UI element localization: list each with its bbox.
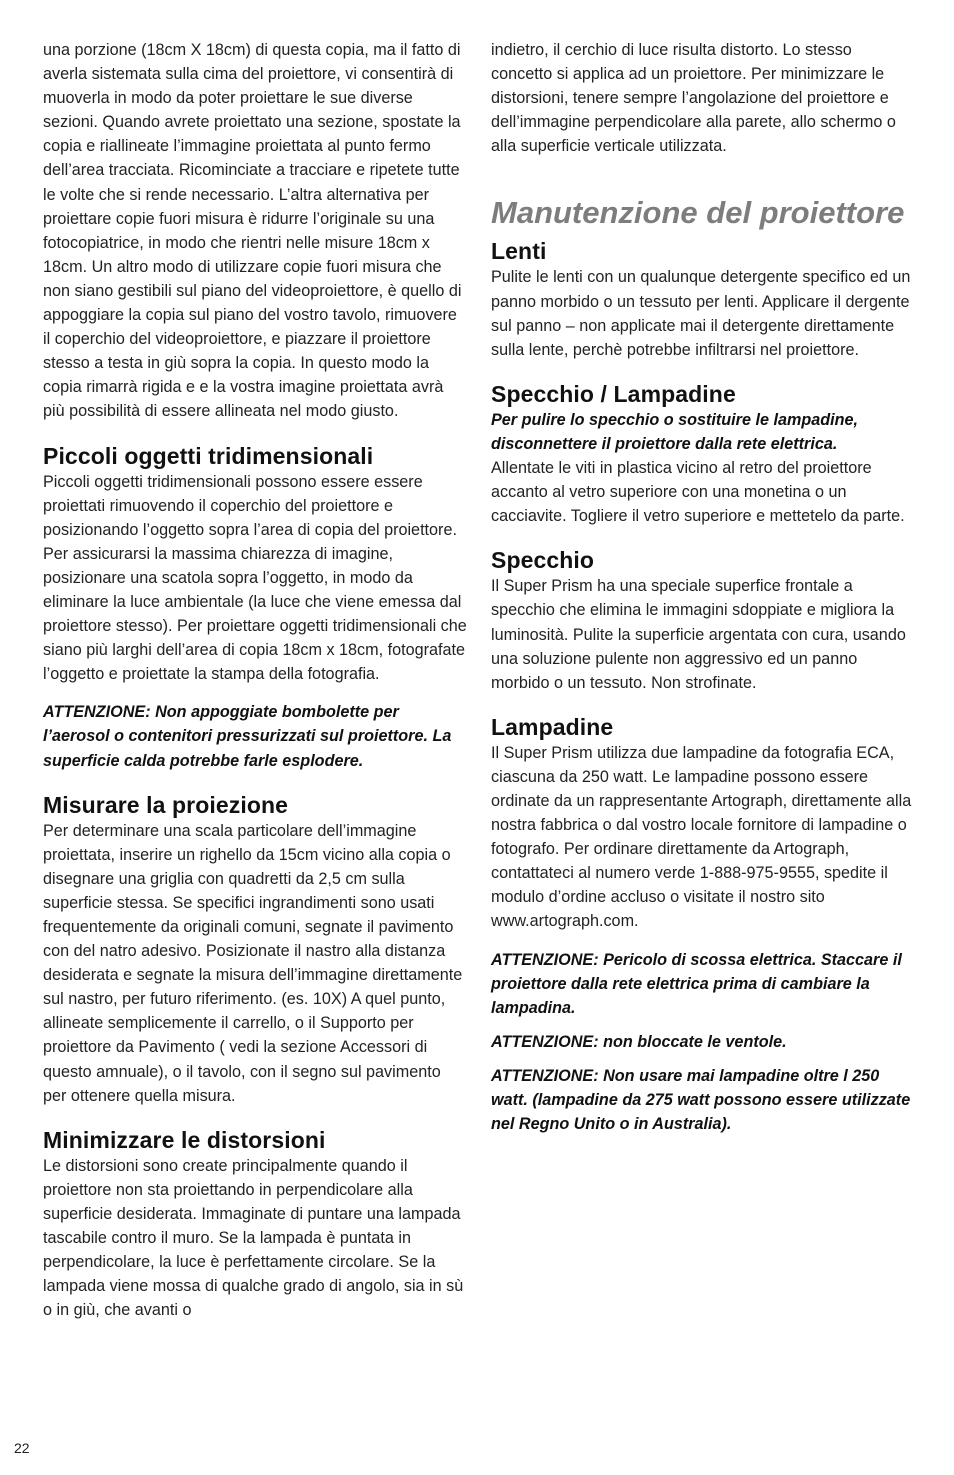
electric-shock-warning: ATTENZIONE: Pericolo di scossa elettrica. Staccare il proiettore dalla rete elettrica prima di cambiare la lampadina. — [491, 950, 902, 1017]
right-column — [491, 38, 915, 1136]
lamps-body: Il Super Prism utilizza due lampadine da fotografia ECA, ciascuna da 250 watt. Le lampadine possono essere ordinate da un rappresentante Artograph, direttamente alla nostra fabbrica o dal vostro locale fornitore di lampadine o fotografo. Per ordinare direttamente da Artograph, contattateci al numero verde 1-888-975-9555, spedite il modulo d’ordine accluso o visitate il nostro sito www.artograph.com. — [491, 743, 912, 931]
aerosol-warning: ATTENZIONE: Non appoggiate bombolette per l’aerosol o contenitori pressurizzati sul proiettore. La superficie calda potrebbe farle esplodere. — [43, 703, 452, 770]
lenses-body: Pulite le lenti con un qualunque detergente specifico ed un panno morbido o un tessuto per lenti. Applicare il dergente sul panno – non applicate mai il detergente direttamente sulla lente, perchè potrebbe infiltrarsi nel proiettore. — [491, 268, 911, 359]
maintenance-title: Manutenzione del proiettore — [491, 195, 905, 231]
minimize-distortions-body: Le distorsioni sono create principalmente quando il proiettore non sta proiettando in perpendicolare alla superficie desiderata. Immaginate di puntare una lampada tascabile contro il muro. Se la lampada è puntata in perpendicolare, la luce è perfettamente circolare. Se la lampada viene mossa di qualche grado di angolo, sia in sù o in giù, che avanti o — [43, 1156, 464, 1320]
small-objects-body: Piccoli oggetti tridimensionali possono essere essere proiettati rimuovendo il coperchio del proiettore e posizionando l’oggetto sopra l’area di copia del proiettore. Per assicurarsi la massima chiarezza di imagine, posizionare una scatola sopra l’oggetto, in modo da eliminare la luce ambientale (la luce che viene emessa dal proiettore stesso). Per proiettare oggetti tridimensionali che siano più larghi dell’area di copia 18cm x 18cm, fotografate l’oggetto e proiettate la stampa della fotografia. — [43, 472, 467, 684]
measure-projection-heading: Misurare la proiezione — [43, 791, 289, 818]
minimize-distortions-heading: Minimizzare le distorsioni — [43, 1126, 326, 1153]
measure-projection-body: Per determinare una scala particolare dell’immagine proiettata, inserire un righello da 15cm vicino alla copia o disegnare una griglia con quadretti da 2,5 cm sulla superficie stessa. Se specifici ingrandimenti sono usati frequentemente da originali comuni, segnate il pavimento con del natro adesivo. Posizionate il nastro alla distanza desiderata e segnate la misura dell’immagine direttamente sul nastro, per futuro riferimento. (es. 10X) A quel punto, allineate semplicemente il carrello, o il Supporto per proiettore da Pavimento ( vedi la sezione Accessori di questo amnuale), o il tavolo, con il segno sul pavimento per ottenere quella misura. — [43, 821, 463, 1105]
intro-paragraph: una porzione (18cm X 18cm) di questa copia, ma il fatto di averla sistemata sulla cima del proiettore, vi consentirà di muoverla in modo da poter proiettare le sue diverse sezioni. Quando avrete proiettato una sezione, spostate la copia e riallineate l’immagine proiettata al punto fermo dell’area tracciata. Ricominciate a tracciare e ripetete tutte le volte che si rende necessario. L’altra alternativa per proiettare copie fuori misura è ridurre l’originale su una fotocopiatrice, in modo che rientri nelle misure 18cm x 18cm. Un altro modo di utilizzare copie fuori misura che non siano gestibili sul piano del videoproiettore, è quello di appoggiare la copia sul piano del vostro tavolo, rimuovere il coperchio del videoproiettore, e piazzare il proiettore stesso a testa in giù sopra la copia. In questo modo la copia rimarrà rigida e e la vostra imagine proiettata avrà più possibilità di essere allineata nel modo giusto. — [43, 41, 462, 421]
small-objects-heading: Piccoli oggetti tridimensionali — [43, 442, 374, 469]
left-column — [43, 38, 467, 1322]
mirror-heading: Specchio — [491, 547, 595, 574]
mirror-lamps-body: Allentate le viti in plastica vicino al retro del proiettore accanto al vetro superiore con una monetina o un cacciavite. Togliere il vetro superiore e mettetelo da parte. — [491, 459, 905, 526]
wattage-warning: ATTENZIONE: Non usare mai lampadine oltre l 250 watt. (lampadine da 275 watt possono essere utilizzate nel Regno Unito o in Australia). — [491, 1066, 911, 1134]
lamps-heading: Lampadine — [491, 713, 614, 740]
lenses-heading: Lenti — [491, 238, 547, 265]
mirror-lamps-heading: Specchio / Lampadine — [491, 380, 736, 407]
distortions-continuation: indietro, il cerchio di luce risulta distorto. Lo stesso concetto si applica ad un proiettore. Per minimizzare le distorsioni, tenere sempre l’angolazione del proiettore e dell’immagine perpendicolare alla parete, allo schermo o alla superficie verticale utilizzata. — [491, 41, 896, 156]
fan-warning: ATTENZIONE: non bloccate le ventole. — [491, 1032, 787, 1051]
mirror-body: Il Super Prism ha una speciale superfice frontale a specchio che elimina le immagini sdoppiate e migliora la luminosità. Pulite la superficie argentata con cura, usando una soluzione pulente non aggressivo ed un panno morbido o un tessuto. Non strofinate. — [491, 577, 906, 692]
page-number: 22 — [14, 1440, 30, 1456]
mirror-lamps-warning: Per pulire lo specchio o sostituire le lampadine, disconnettere il proiettore dalla rete elettrica. — [491, 410, 859, 453]
